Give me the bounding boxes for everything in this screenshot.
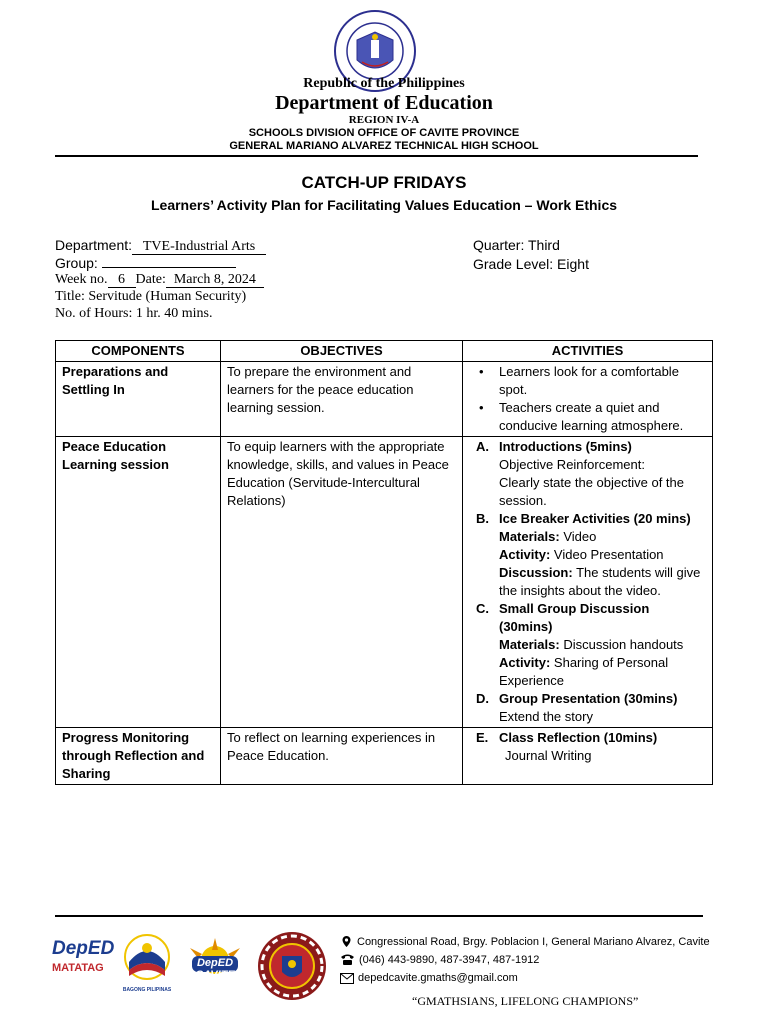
document-title: CATCH-UP FRIDAYS	[301, 173, 467, 192]
component-cell: Preparations and Settling In	[56, 362, 221, 437]
list-item: D. Group Presentation (30mins) Extend the story	[476, 691, 678, 724]
table-row	[56, 728, 713, 785]
activities-cell	[463, 728, 713, 785]
header-activities: ACTIVITIES	[463, 341, 713, 362]
header-divider	[55, 155, 698, 157]
bagong-pilipinas-emblem-icon	[120, 932, 174, 982]
department-heading: Department of Education	[275, 92, 493, 114]
school-motto: “GMATHSIANS, LIFELONG CHAMPIONS”	[412, 994, 639, 1008]
header-components: COMPONENTS	[56, 341, 221, 362]
group-field: Group:	[55, 255, 236, 271]
phone-line: (046) 443-9890, 487-3947, 487-1912	[340, 953, 539, 966]
component-cell: Peace Education Learning session	[56, 437, 221, 728]
list-item: C. Small Group Discussion (30mins) Materials: Discussion handouts Activity: Sharing of Personal Experience	[476, 601, 684, 688]
list-item: • Teachers create a quiet and conducive learning atmosphere.	[469, 399, 706, 435]
list-item: • Learners look for a comfortable spot.	[469, 363, 706, 399]
division-line: SCHOOLS DIVISION OFFICE OF CAVITE PROVINCE	[248, 127, 520, 139]
list-item: A. Introductions (5mins) Objective Reinforcement: Clearly state the objective of the session.	[476, 439, 684, 508]
objective-cell: To prepare the environment and learners for the peace education learning session.	[221, 362, 463, 437]
title-field: Title: Servitude (Human Security)	[55, 289, 247, 304]
deped-cavite-logo: DepED CAVITE	[176, 936, 254, 986]
objective-cell: To reflect on learning experiences in Peace Education.	[221, 728, 463, 785]
grade-level-field: Grade Level: Eight	[473, 256, 589, 272]
hours-field: No. of Hours: 1 hr. 40 mins.	[55, 306, 213, 321]
objective-cell: To equip learners with the appropriate knowledge, skills, and values in Peace Education (Servitude-Intercultural Relations)	[221, 437, 463, 728]
location-pin-icon	[340, 935, 353, 948]
school-line: GENERAL MARIANO ALVAREZ TECHNICAL HIGH SCHOOL	[229, 140, 539, 152]
deped-matatag-logo: DepED MATATAG	[52, 938, 115, 974]
envelope-icon	[340, 973, 354, 984]
activities-cell	[463, 437, 713, 728]
telephone-icon	[340, 953, 355, 966]
republic-line: Republic of the Philippines	[303, 76, 465, 91]
list-item: E. Class Reflection (10mins) Journal Writing	[476, 730, 658, 763]
activities-cell	[463, 362, 713, 437]
address-line: Congressional Road, Brgy. Poblacion I, General Mariano Alvarez, Cavite	[340, 935, 710, 948]
bagong-pilipinas-logo: BAGONG PILIPINAS	[120, 932, 174, 993]
region-line: REGION IV-A	[348, 114, 420, 126]
footer-divider	[55, 915, 703, 917]
component-cell: Progress Monitoring through Reflection and Sharing	[56, 728, 221, 785]
document-subtitle: Learners’ Activity Plan for Facilitating Values Education – Work Ethics	[150, 197, 618, 213]
table-row	[56, 362, 713, 437]
department-field: Department: TVE-Industrial Arts	[55, 237, 266, 255]
table-row	[56, 437, 713, 728]
email-line: depedcavite.gmaths@gmail.com	[340, 972, 518, 984]
school-gear-seal-logo	[256, 930, 328, 1002]
list-item: B. Ice Breaker Activities (20 mins) Materials: Video Activity: Video Presentation Discussion: The students will give the insights about the video.	[476, 511, 701, 598]
activity-plan-table	[55, 340, 713, 785]
quarter-field: Quarter: Third	[473, 237, 560, 253]
header-objectives: OBJECTIVES	[221, 341, 463, 362]
week-date-field: Week no. 6 Date: March 8, 2024	[55, 272, 264, 288]
